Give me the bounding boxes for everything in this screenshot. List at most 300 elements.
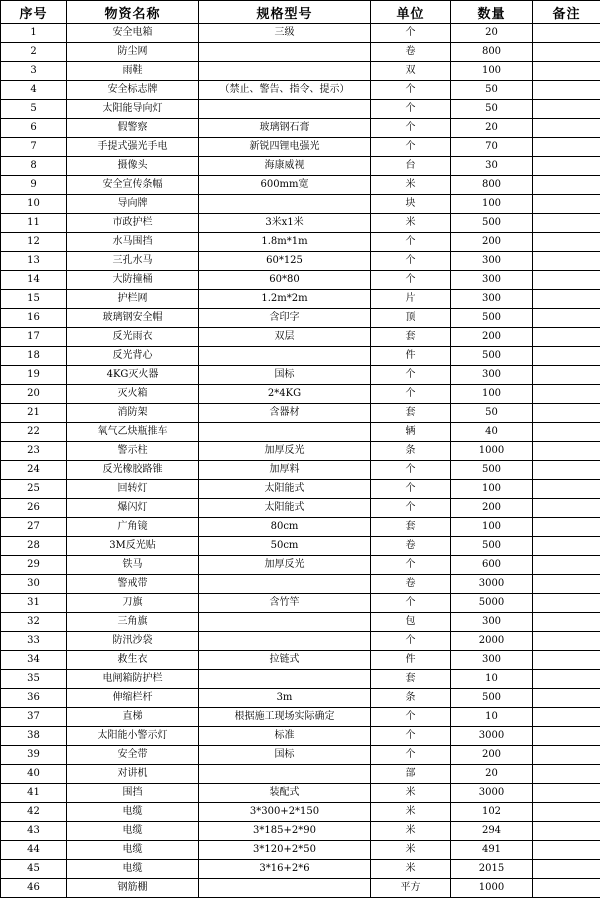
table-row (1, 195, 600, 214)
cell-spec: 太阳能式 (199, 499, 371, 518)
cell-unit: 米 (371, 860, 451, 879)
cell-unit: 个 (371, 461, 451, 480)
cell-index: 2 (1, 43, 67, 62)
table-header (1, 1, 600, 24)
cell-quantity: 300 (451, 252, 533, 271)
cell-remarks (533, 290, 600, 309)
cell-item-name: 水马围挡 (67, 233, 199, 252)
cell-index: 24 (1, 461, 67, 480)
cell-index: 25 (1, 480, 67, 499)
cell-index: 7 (1, 138, 67, 157)
cell-quantity: 102 (451, 803, 533, 822)
cell-quantity: 300 (451, 366, 533, 385)
cell-spec: 含竹竿 (199, 594, 371, 613)
cell-spec: 80cm (199, 518, 371, 537)
table-row (1, 480, 600, 499)
cell-spec: 加厚反光 (199, 442, 371, 461)
cell-remarks (533, 233, 600, 252)
cell-remarks (533, 480, 600, 499)
cell-index: 44 (1, 841, 67, 860)
cell-spec: 含印字 (199, 309, 371, 328)
cell-spec: 新锐四锂电强光 (199, 138, 371, 157)
cell-spec: 3米x1米 (199, 214, 371, 233)
cell-spec: 3m (199, 689, 371, 708)
cell-remarks (533, 442, 600, 461)
cell-quantity: 100 (451, 518, 533, 537)
cell-remarks (533, 366, 600, 385)
cell-quantity: 600 (451, 556, 533, 575)
cell-item-name: 安全带 (67, 746, 199, 765)
header-spec: 规格型号 (199, 1, 371, 24)
cell-item-name: 灭火箱 (67, 385, 199, 404)
cell-remarks (533, 24, 600, 43)
cell-spec (199, 575, 371, 594)
table-row (1, 822, 600, 841)
cell-quantity: 300 (451, 271, 533, 290)
table-row (1, 537, 600, 556)
cell-index: 41 (1, 784, 67, 803)
table-row (1, 708, 600, 727)
cell-unit: 个 (371, 119, 451, 138)
cell-item-name: 电闸箱防护栏 (67, 670, 199, 689)
cell-index: 35 (1, 670, 67, 689)
cell-remarks (533, 556, 600, 575)
cell-spec: 双层 (199, 328, 371, 347)
cell-spec: 三级 (199, 24, 371, 43)
cell-index: 12 (1, 233, 67, 252)
cell-item-name: 对讲机 (67, 765, 199, 784)
cell-quantity: 100 (451, 195, 533, 214)
cell-spec: 60*80 (199, 271, 371, 290)
cell-index: 38 (1, 727, 67, 746)
cell-unit: 个 (371, 385, 451, 404)
cell-index: 28 (1, 537, 67, 556)
cell-unit: 个 (371, 138, 451, 157)
cell-unit: 个 (371, 81, 451, 100)
cell-item-name: 防汛沙袋 (67, 632, 199, 651)
cell-spec: 太阳能式 (199, 480, 371, 499)
table-row (1, 385, 600, 404)
cell-item-name: 防尘网 (67, 43, 199, 62)
cell-spec: 1.2m*2m (199, 290, 371, 309)
table-row (1, 746, 600, 765)
cell-quantity: 5000 (451, 594, 533, 613)
table-row (1, 860, 600, 879)
cell-index: 29 (1, 556, 67, 575)
cell-item-name: 围挡 (67, 784, 199, 803)
cell-item-name: 广角镜 (67, 518, 199, 537)
cell-unit: 平方 (371, 879, 451, 898)
cell-item-name: 电缆 (67, 841, 199, 860)
table-row (1, 632, 600, 651)
cell-quantity: 3000 (451, 727, 533, 746)
cell-unit: 件 (371, 651, 451, 670)
table-row (1, 442, 600, 461)
cell-quantity: 50 (451, 81, 533, 100)
cell-unit: 条 (371, 442, 451, 461)
header-quantity: 数量 (451, 1, 533, 24)
cell-quantity: 200 (451, 746, 533, 765)
cell-spec: 含器材 (199, 404, 371, 423)
cell-spec: 装配式 (199, 784, 371, 803)
cell-spec (199, 879, 371, 898)
cell-remarks (533, 518, 600, 537)
cell-quantity: 50 (451, 404, 533, 423)
table-row (1, 727, 600, 746)
cell-unit: 米 (371, 214, 451, 233)
cell-item-name: 反光背心 (67, 347, 199, 366)
cell-unit: 卷 (371, 537, 451, 556)
cell-unit: 条 (371, 689, 451, 708)
cell-spec: 50cm (199, 537, 371, 556)
cell-index: 37 (1, 708, 67, 727)
cell-index: 17 (1, 328, 67, 347)
table-row (1, 43, 600, 62)
cell-item-name: 手提式强光手电 (67, 138, 199, 157)
cell-spec: 加厚反光 (199, 556, 371, 575)
cell-item-name: 导向牌 (67, 195, 199, 214)
header-item-name: 物资名称 (67, 1, 199, 24)
cell-quantity: 100 (451, 480, 533, 499)
cell-quantity: 200 (451, 233, 533, 252)
cell-remarks (533, 632, 600, 651)
cell-index: 23 (1, 442, 67, 461)
cell-item-name: 钢筋棚 (67, 879, 199, 898)
cell-index: 10 (1, 195, 67, 214)
cell-remarks (533, 651, 600, 670)
cell-remarks (533, 328, 600, 347)
cell-quantity: 200 (451, 328, 533, 347)
table-row (1, 290, 600, 309)
table-row (1, 347, 600, 366)
cell-quantity: 300 (451, 613, 533, 632)
cell-unit: 米 (371, 822, 451, 841)
cell-item-name: 雨鞋 (67, 62, 199, 81)
cell-item-name: 警示柱 (67, 442, 199, 461)
cell-remarks (533, 689, 600, 708)
cell-spec: 国标 (199, 366, 371, 385)
cell-unit: 双 (371, 62, 451, 81)
cell-unit: 部 (371, 765, 451, 784)
cell-remarks (533, 81, 600, 100)
cell-remarks (533, 784, 600, 803)
table-row (1, 214, 600, 233)
cell-item-name: 护栏网 (67, 290, 199, 309)
cell-spec (199, 632, 371, 651)
cell-unit: 米 (371, 784, 451, 803)
table-row (1, 404, 600, 423)
cell-remarks (533, 43, 600, 62)
cell-remarks (533, 195, 600, 214)
table-row (1, 461, 600, 480)
cell-unit: 个 (371, 594, 451, 613)
cell-item-name: 3M反光贴 (67, 537, 199, 556)
cell-remarks (533, 385, 600, 404)
cell-spec: （禁止、警告、指令、提示） (199, 81, 371, 100)
cell-quantity: 10 (451, 708, 533, 727)
cell-item-name: 安全标志牌 (67, 81, 199, 100)
cell-item-name: 大防撞桶 (67, 271, 199, 290)
table-row (1, 841, 600, 860)
cell-unit: 个 (371, 366, 451, 385)
cell-quantity: 500 (451, 214, 533, 233)
cell-remarks (533, 309, 600, 328)
cell-index: 9 (1, 176, 67, 195)
cell-unit: 个 (371, 100, 451, 119)
cell-remarks (533, 537, 600, 556)
cell-item-name: 直梯 (67, 708, 199, 727)
cell-quantity: 1000 (451, 879, 533, 898)
cell-quantity: 70 (451, 138, 533, 157)
cell-unit: 个 (371, 556, 451, 575)
cell-quantity: 800 (451, 176, 533, 195)
cell-remarks (533, 803, 600, 822)
cell-index: 36 (1, 689, 67, 708)
cell-index: 15 (1, 290, 67, 309)
cell-remarks (533, 461, 600, 480)
cell-remarks (533, 214, 600, 233)
cell-item-name: 安全宣传条幅 (67, 176, 199, 195)
cell-item-name: 太阳能小警示灯 (67, 727, 199, 746)
table-row (1, 119, 600, 138)
cell-index: 22 (1, 423, 67, 442)
cell-quantity: 500 (451, 347, 533, 366)
cell-spec: 拉链式 (199, 651, 371, 670)
cell-spec: 根据施工现场实际确定 (199, 708, 371, 727)
cell-spec: 加厚料 (199, 461, 371, 480)
cell-unit: 米 (371, 803, 451, 822)
cell-index: 1 (1, 24, 67, 43)
cell-index: 46 (1, 879, 67, 898)
cell-remarks (533, 271, 600, 290)
cell-unit: 个 (371, 708, 451, 727)
cell-quantity: 294 (451, 822, 533, 841)
cell-unit: 套 (371, 670, 451, 689)
cell-index: 19 (1, 366, 67, 385)
table-row (1, 594, 600, 613)
table-row (1, 138, 600, 157)
cell-unit: 辆 (371, 423, 451, 442)
cell-remarks (533, 119, 600, 138)
cell-remarks (533, 613, 600, 632)
cell-spec (199, 765, 371, 784)
cell-item-name: 三角旗 (67, 613, 199, 632)
cell-quantity: 1000 (451, 442, 533, 461)
cell-index: 3 (1, 62, 67, 81)
cell-item-name: 刀旗 (67, 594, 199, 613)
cell-unit: 米 (371, 841, 451, 860)
cell-index: 43 (1, 822, 67, 841)
cell-spec (199, 195, 371, 214)
table-body (1, 24, 600, 898)
cell-unit: 个 (371, 480, 451, 499)
cell-spec: 1.8m*1m (199, 233, 371, 252)
cell-quantity: 100 (451, 62, 533, 81)
cell-spec (199, 62, 371, 81)
cell-item-name: 消防架 (67, 404, 199, 423)
cell-spec: 玻璃钢石膏 (199, 119, 371, 138)
cell-item-name: 玻璃钢安全帽 (67, 309, 199, 328)
cell-unit: 个 (371, 727, 451, 746)
cell-index: 4 (1, 81, 67, 100)
cell-unit: 个 (371, 746, 451, 765)
table-row (1, 689, 600, 708)
cell-index: 14 (1, 271, 67, 290)
cell-quantity: 300 (451, 290, 533, 309)
cell-spec: 3*120+2*50 (199, 841, 371, 860)
cell-index: 6 (1, 119, 67, 138)
cell-quantity: 10 (451, 670, 533, 689)
cell-index: 16 (1, 309, 67, 328)
cell-remarks (533, 670, 600, 689)
cell-item-name: 反光雨衣 (67, 328, 199, 347)
table-row (1, 252, 600, 271)
cell-quantity: 500 (451, 689, 533, 708)
cell-quantity: 300 (451, 651, 533, 670)
cell-item-name: 电缆 (67, 860, 199, 879)
cell-index: 11 (1, 214, 67, 233)
header-remarks: 备注 (533, 1, 600, 24)
cell-spec (199, 100, 371, 119)
cell-item-name: 4KG灭火器 (67, 366, 199, 385)
header-row (1, 1, 600, 24)
cell-spec: 国标 (199, 746, 371, 765)
table-row (1, 499, 600, 518)
cell-index: 34 (1, 651, 67, 670)
table-row (1, 62, 600, 81)
cell-index: 33 (1, 632, 67, 651)
table-row (1, 24, 600, 43)
cell-index: 40 (1, 765, 67, 784)
cell-unit: 套 (371, 518, 451, 537)
cell-item-name: 氧气乙炔瓶推车 (67, 423, 199, 442)
cell-index: 42 (1, 803, 67, 822)
table-row (1, 518, 600, 537)
cell-remarks (533, 176, 600, 195)
cell-unit: 米 (371, 176, 451, 195)
cell-quantity: 30 (451, 157, 533, 176)
cell-quantity: 200 (451, 499, 533, 518)
cell-spec: 3*185+2*90 (199, 822, 371, 841)
cell-quantity: 2000 (451, 632, 533, 651)
cell-unit: 个 (371, 24, 451, 43)
cell-item-name: 回转灯 (67, 480, 199, 499)
table-row (1, 176, 600, 195)
table-row (1, 423, 600, 442)
cell-item-name: 反光橡胶路锥 (67, 461, 199, 480)
cell-unit: 个 (371, 271, 451, 290)
cell-spec (199, 347, 371, 366)
cell-remarks (533, 100, 600, 119)
cell-spec: 60*125 (199, 252, 371, 271)
cell-unit: 个 (371, 499, 451, 518)
cell-item-name: 安全电箱 (67, 24, 199, 43)
cell-item-name: 铁马 (67, 556, 199, 575)
cell-quantity: 2015 (451, 860, 533, 879)
cell-remarks (533, 575, 600, 594)
cell-item-name: 伸缩栏杆 (67, 689, 199, 708)
table-row (1, 271, 600, 290)
cell-index: 27 (1, 518, 67, 537)
cell-spec: 标准 (199, 727, 371, 746)
cell-unit: 卷 (371, 43, 451, 62)
cell-remarks (533, 347, 600, 366)
table-row (1, 670, 600, 689)
cell-quantity: 3000 (451, 575, 533, 594)
table-row (1, 233, 600, 252)
table-row (1, 366, 600, 385)
cell-spec: 3*300+2*150 (199, 803, 371, 822)
cell-remarks (533, 404, 600, 423)
cell-quantity: 20 (451, 24, 533, 43)
cell-spec: 3*16+2*6 (199, 860, 371, 879)
cell-quantity: 40 (451, 423, 533, 442)
cell-remarks (533, 708, 600, 727)
cell-spec: 2*4KG (199, 385, 371, 404)
cell-index: 5 (1, 100, 67, 119)
cell-spec: 600mm宽 (199, 176, 371, 195)
cell-remarks (533, 499, 600, 518)
cell-unit: 套 (371, 328, 451, 347)
cell-remarks (533, 138, 600, 157)
table-row (1, 100, 600, 119)
table-row (1, 556, 600, 575)
cell-item-name: 救生衣 (67, 651, 199, 670)
cell-index: 39 (1, 746, 67, 765)
cell-spec (199, 613, 371, 632)
cell-item-name: 电缆 (67, 803, 199, 822)
cell-quantity: 800 (451, 43, 533, 62)
cell-index: 20 (1, 385, 67, 404)
cell-quantity: 20 (451, 765, 533, 784)
cell-spec (199, 670, 371, 689)
cell-index: 45 (1, 860, 67, 879)
cell-remarks (533, 594, 600, 613)
cell-index: 32 (1, 613, 67, 632)
cell-index: 13 (1, 252, 67, 271)
cell-remarks (533, 860, 600, 879)
cell-index: 31 (1, 594, 67, 613)
table-row (1, 651, 600, 670)
cell-quantity: 491 (451, 841, 533, 860)
cell-item-name: 太阳能导向灯 (67, 100, 199, 119)
cell-remarks (533, 746, 600, 765)
header-unit: 单位 (371, 1, 451, 24)
cell-unit: 台 (371, 157, 451, 176)
cell-remarks (533, 252, 600, 271)
cell-item-name: 警戒带 (67, 575, 199, 594)
cell-remarks (533, 822, 600, 841)
cell-quantity: 50 (451, 100, 533, 119)
cell-unit: 套 (371, 404, 451, 423)
cell-unit: 个 (371, 632, 451, 651)
table-row (1, 803, 600, 822)
table-row (1, 309, 600, 328)
cell-item-name: 市政护栏 (67, 214, 199, 233)
table-row (1, 784, 600, 803)
cell-remarks (533, 727, 600, 746)
cell-unit: 件 (371, 347, 451, 366)
cell-quantity: 500 (451, 537, 533, 556)
cell-quantity: 500 (451, 461, 533, 480)
cell-unit: 个 (371, 252, 451, 271)
cell-quantity: 500 (451, 309, 533, 328)
cell-item-name: 爆闪灯 (67, 499, 199, 518)
cell-remarks (533, 879, 600, 898)
cell-quantity: 20 (451, 119, 533, 138)
cell-item-name: 假警察 (67, 119, 199, 138)
table-row (1, 765, 600, 784)
